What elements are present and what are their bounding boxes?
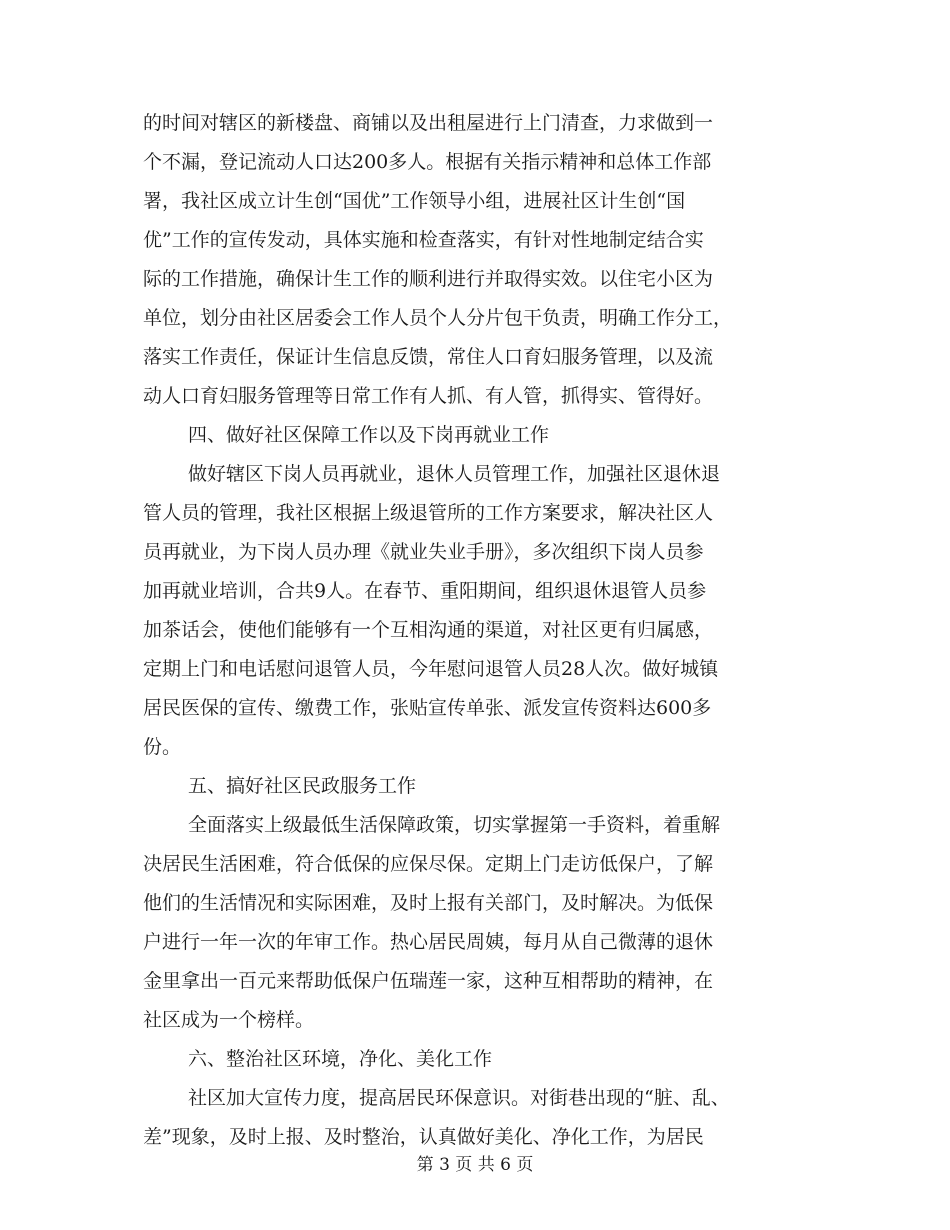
text-line: 社区成为一个榜样。 [143, 1009, 315, 1031]
text-line: 管人员的管理，我社区根据上级退管所的工作方案要求，解决社区人 [143, 502, 714, 524]
text-line: 全面落实上级最低生活保障政策，切实掌握第一手资料，着重解 [188, 814, 721, 836]
text-line: 居民医保的宣传、缴费工作，张贴宣传单张、派发宣传资料达600多 [143, 697, 712, 719]
text-line: 他们的生活情况和实际困难，及时上报有关部门，及时解决。为低保 [143, 892, 714, 914]
text-line: 际的工作措施，确保计生工作的顺利进行并取得实效。以住宅小区为 [143, 268, 714, 290]
text-line: 优”工作的宣传发动，具体实施和检查落实，有针对性地制定结合实 [143, 229, 704, 251]
text-line: 金里拿出一百元来帮助低保户伍瑞莲一家，这种互相帮助的精神，在 [143, 970, 714, 992]
text-line: 加茶话会，使他们能够有一个互相沟通的渠道，对社区更有归属感， [143, 619, 714, 641]
text-line: 单位，划分由社区居委会工作人员个人分片包干负责，明确工作分工， [143, 307, 733, 329]
text-line: 员再就业，为下岗人员办理《就业失业手册》，多次组织下岗人员参 [143, 541, 704, 563]
text-line: 决居民生活困难，符合低保的应保尽保。定期上门走访低保户，了解 [143, 853, 714, 875]
text-line: 加再就业培训，合共9人。在春节、重阳期间，组织退休退管人员参 [143, 580, 707, 602]
text-line: 署，我社区成立计生创“国优”工作领导小组，进展社区计生创“国 [143, 190, 686, 212]
section-heading: 五、搞好社区民政服务工作 [188, 775, 417, 797]
text-line: 份。 [143, 736, 182, 758]
text-line: 户进行一年一次的年审工作。热心居民周姨，每月从自己微薄的退休 [143, 931, 714, 953]
text-line: 的时间对辖区的新楼盘、商铺以及出租屋进行上门清查，力求做到一 [143, 112, 714, 134]
text-line: 定期上门和电话慰问退管人员，今年慰问退管人员28人次。做好城镇 [143, 658, 719, 680]
text-line: 个不漏，登记流动人口达200多人。根据有关指示精神和总体工作部 [143, 151, 712, 173]
text-line: 社区加大宣传力度，提高居民环保意识。对街巷出现的“脏、乱、 [188, 1087, 730, 1109]
section-heading: 六、整治社区环境，净化、美化工作 [188, 1048, 493, 1070]
text-line: 动人口育妇服务管理等日常工作有人抓、有人管，抓得实、管得好。 [143, 385, 714, 407]
text-line: 做好辖区下岗人员再就业，退休人员管理工作，加强社区退休退 [188, 463, 721, 485]
page-number-footer: 第 3 页 共 6 页 [416, 1155, 534, 1175]
text-line: 差”现象，及时上报、及时整治，认真做好美化、净化工作，为居民 [143, 1126, 704, 1148]
section-heading: 四、做好社区保障工作以及下岗再就业工作 [188, 424, 550, 446]
text-line: 落实工作责任，保证计生信息反馈，常住人口育妇服务管理，以及流 [143, 346, 714, 368]
